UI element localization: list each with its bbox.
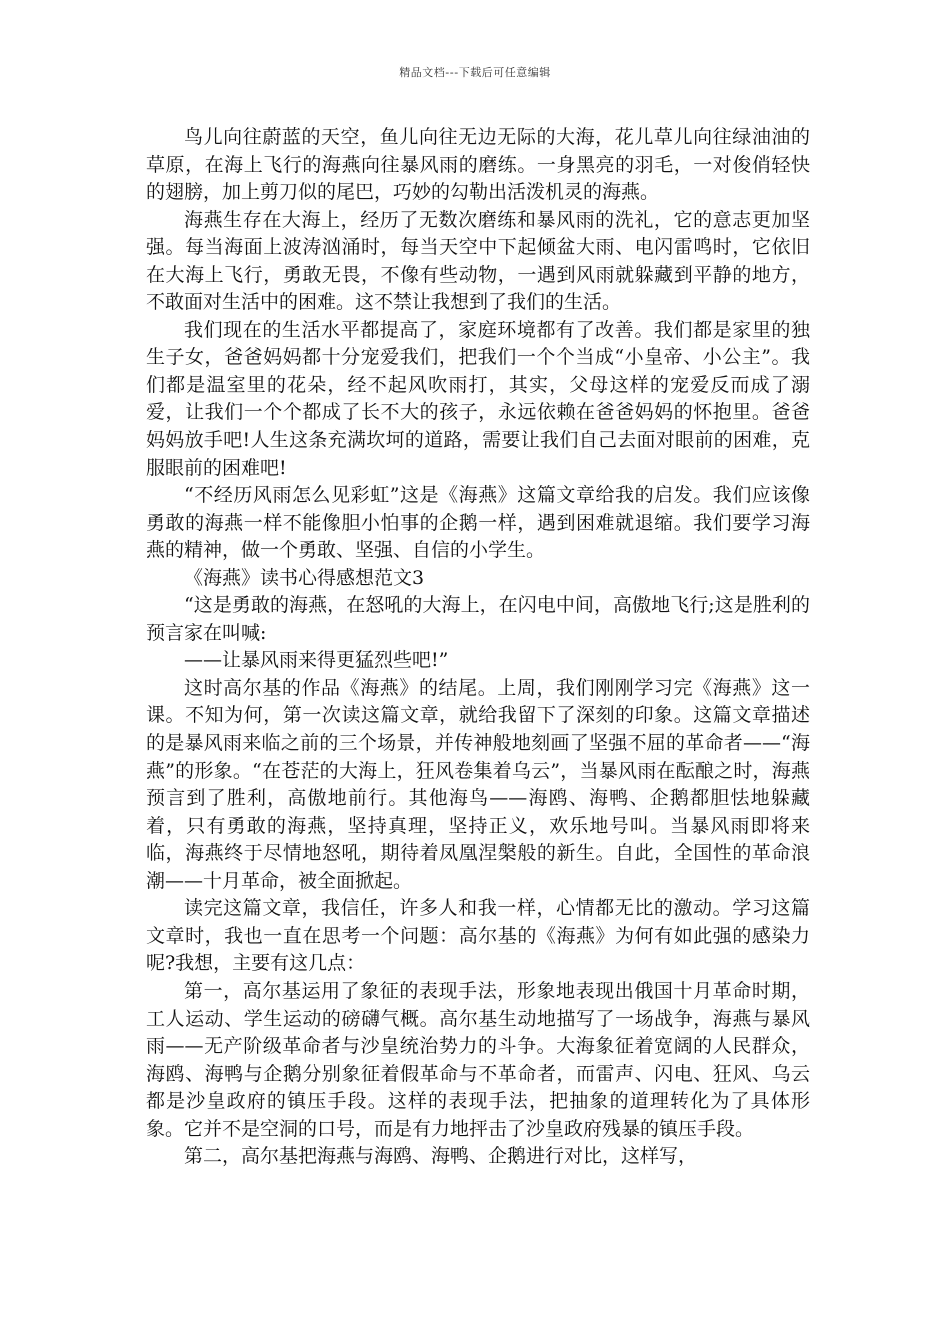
paragraph-5: 这时高尔基的作品《海燕》的结尾。上周，我们刚刚学习完《海燕》这一课。不知为何，第一次读这篇文章，就给我留下了深刻的印象。这篇文章描述的是暴风雨来临之前的三个场景，并传神般地刻画了坚强不屈的革命者——“海燕”的形象。“在苍茫的大海上，狂风卷集着乌云”，当暴风雨在酝酿之时，海燕预言到了胜利，高傲地前行。其他海鸟——海鸥、海鸭、企鹅都胆怯地躲藏着，只有勇敢的海燕，坚持真理，坚持正义，欢乐地号叫。当暴风雨即将来临，海燕终于尽情地怒吼，期待着凤凰涅槃般的新生。自此，全国性的革命浪潮——十月革命，被全面掀起。 xyxy=(146,676,810,892)
paragraph-8: 第二，高尔基把海燕与海鸥、海鸭、企鹅进行对比，这样写， xyxy=(184,1145,698,1168)
paragraph-1: 鸟儿向往蔚蓝的天空，鱼儿向往无边无际的大海，花儿草儿向往绿油油的草原，在海上飞行的海燕向往暴风雨的磨练。一身黑亮的羽毛，一对俊俏轻快的翅膀，加上剪刀似的尾巴，巧妙的勾勒出活泼机灵的海燕。 xyxy=(146,126,810,204)
paragraph-6: 读完这篇文章，我信任，许多人和我一样，心情都无比的激动。学习这篇文章时，我也一直在思考一个问题：高尔基的《海燕》为何有如此强的感染力呢?我想，主要有这几点： xyxy=(146,897,810,975)
paragraph-3: 我们现在的生活水平都提高了，家庭环境都有了改善。我们都是家里的独生子女，爸爸妈妈都十分宠爱我们，把我们一个个当成“小皇帝、小公主”。我们都是温室里的花朵，经不起风吹雨打，其实，父母这样的宠爱反而成了溺爱，让我们一个个都成了长不大的孩子，永远依赖在爸爸妈妈的怀抱里。爸爸妈妈放手吧!人生这条充满坎坷的道路，需要让我们自己去面对眼前的困难，克服眼前的困难吧! xyxy=(146,318,810,479)
section-title: 《海燕》读书心得感想范文3 xyxy=(184,566,425,589)
paragraph-4: “不经历风雨怎么见彩虹”这是《海燕》这篇文章给我的启发。我们应该像勇敢的海燕一样不能像胆小怕事的企鹅一样，遇到困难就退缩。我们要学习海燕的精神，做一个勇敢、坚强、自信的小学生。 xyxy=(146,484,810,562)
paragraph-7: 第一，高尔基运用了象征的表现手法，形象地表现出俄国十月革命时期，工人运动、学生运动的磅礴气概。高尔基生动地描写了一场战争，海燕与暴风雨——无产阶级革命者与沙皇统治势力的斗争。大海象征着宽阔的人民群众，海鸥、海鸭与企鹅分别象征着假革命与不革命者，而雷声、闪电、狂风、乌云都是沙皇政府的镇压手段。这样的表现手法，把抽象的道理转化为了具体形象。它并不是空洞的口号，而是有力地抨击了沙皇政府残暴的镇压手段。 xyxy=(146,979,810,1140)
document-body xyxy=(146,124,810,1171)
quote-line-2: ——让暴风雨来得更猛烈些吧!” xyxy=(184,649,449,672)
quote-line-1: “这是勇敢的海燕，在怒吼的大海上，在闪电中间，高傲地飞行;这是胜利的预言家在叫喊: xyxy=(146,594,810,644)
paragraph-2: 海燕生存在大海上，经历了无数次磨练和暴风雨的洗礼，它的意志更加坚强。每当海面上波涛汹涌时，每当天空中下起倾盆大雨、电闪雷鸣时，它依旧在大海上飞行，勇敢无畏，不像有些动物，一遇到风雨就躲藏到平静的地方，不敢面对生活中的困难。这不禁让我想到了我们的生活。 xyxy=(146,208,810,314)
page-header: 精品文档---下载后可任意编辑 xyxy=(399,66,551,79)
